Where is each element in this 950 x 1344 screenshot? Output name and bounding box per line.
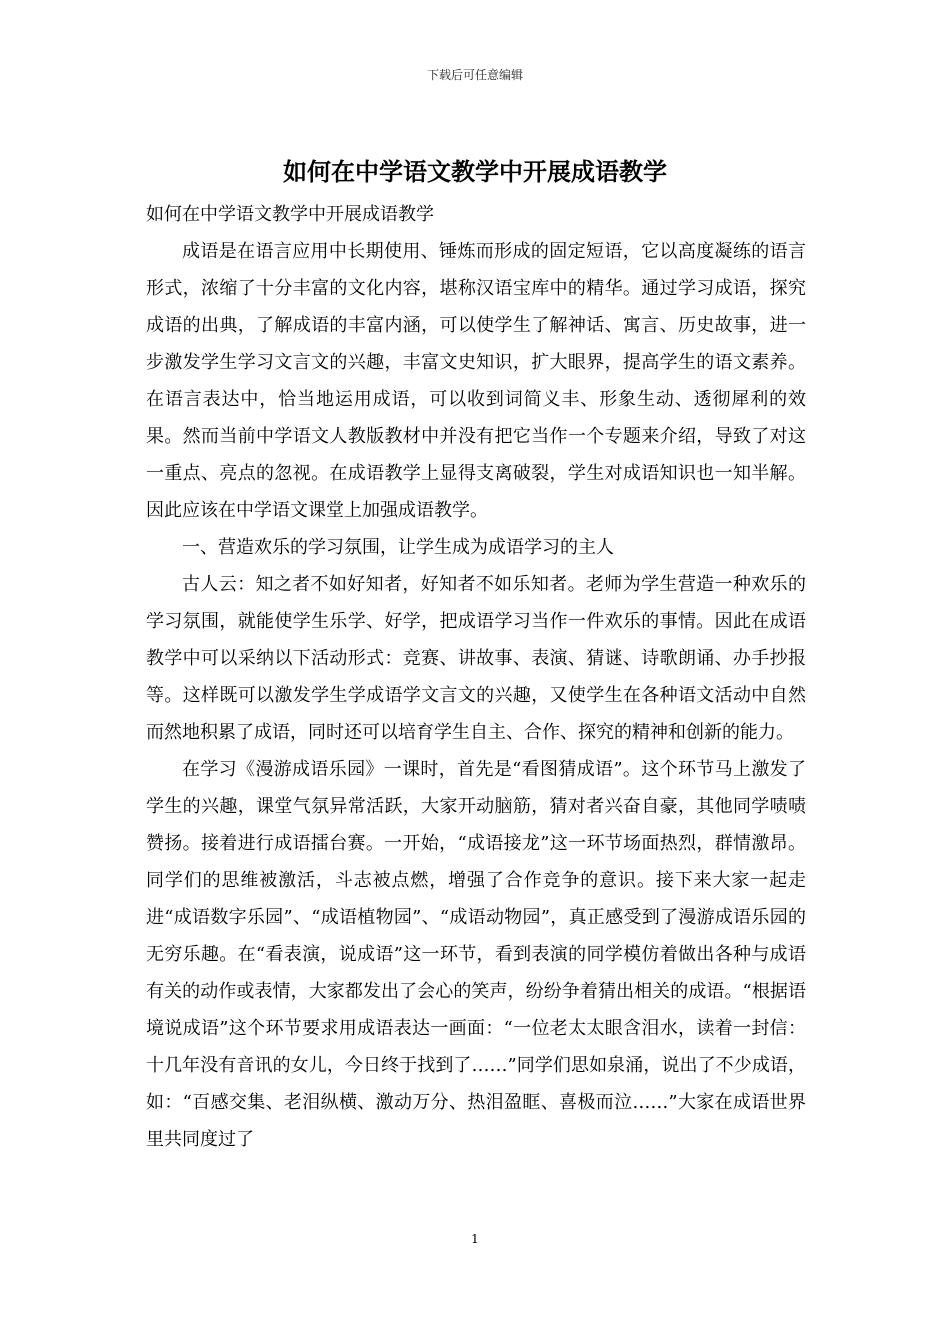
paragraph-intro: 成语是在语言应用中长期使用、锤炼而形成的固定短语，它以高度凝练的语言形式，浓缩了十分丰富的文化内容，堪称汉语宝库中的精华。通过学习成语，探究成语的出典，了解成语的丰富内涵，可以使学生了解神话、寓言、历史故事，进一步激发学生学习文言文的兴趣，丰富文史知识，扩大眼界，提高学生的语文素养。在语言表达中，恰当地运用成语，可以收到词简义丰、形象生动、透彻犀利的效果。然而当前中学语文人教版教材中并没有把它当作一个专题来介绍，导致了对这一重点、亮点的忽视。在成语教学上显得支离破裂，学生对成语知识也一知半解。因此应该在中学语文课堂上加强成语教学。: [146, 241, 806, 521]
paragraph-section-1: 古人云：知之者不如好知者，好知者不如乐知者。老师为学生营造一种欢乐的学习氛围，就能使学生乐学、好学，把成语学习当作一件欢乐的事情。因此在成语教学中可以采纳以下活动形式：竞赛、讲故事、表演、猜谜、诗歌朗诵、办手抄报等。这样既可以激发学生学成语学文言文的兴趣，又使学生在各种语文活动中自然而然地积累了成语，同时还可以培育学生自主、合作、探究的精神和创新的能力。: [146, 574, 806, 743]
section-heading-1: 一、营造欢乐的学习氛围，让学生成为成语学习的主人: [182, 537, 614, 558]
page-header: 下载后可任意编辑: [426, 68, 523, 82]
paragraph-example: 在学习《漫游成语乐园》一课时，首先是“看图猜成语”。这个环节马上激发了学生的兴趣，课堂气氛异常活跃，大家开动脑筋，猜对者兴奋自豪，其他同学啧啧赞扬。接着进行成语擂台赛。一开始，“成语接龙”这一环节场面热烈，群情激昂。同学们的思维被激活，斗志被点燃，增强了合作竞争的意识。接下来大家一起走进“成语数字乐园”、“成语植物园”、“成语动物园”，真正感受到了漫游成语乐园的无穷乐趣。在“看表演，说成语”这一环节，看到表演的同学模仿着做出各种与成语有关的动作或表情，大家都发出了会心的笑声，纷纷争着猜出相关的成语。“根据语境说成语”这个环节要求用成语表达一画面：“一位老太太眼含泪水，读着一封信：十几年没有音讯的女儿，今日终于找到了……”同学们思如泉涌，说出了不少成语，如：“百感交集、老泪纵横、激动万分、热泪盈眶、喜极而泣……”大家在成语世界里共同度过了: [146, 759, 806, 1150]
document-title: 如何在中学语文教学中开展成语教学: [283, 157, 667, 186]
page-number: 1: [471, 1232, 479, 1246]
document-body: [146, 196, 806, 1158]
document-subtitle: 如何在中学语文教学中开展成语教学: [146, 204, 434, 225]
